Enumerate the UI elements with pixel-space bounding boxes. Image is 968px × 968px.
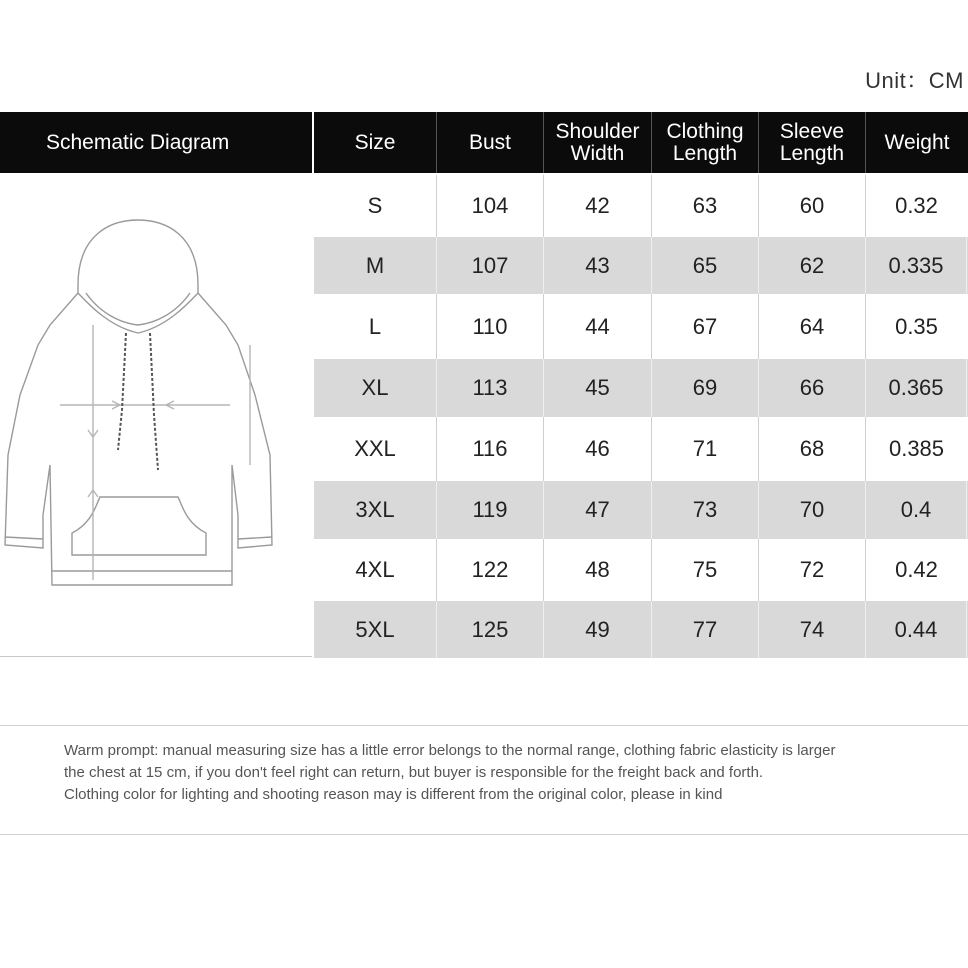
cell-weight: 0.32 [895,193,938,218]
cell-bust: 107 [437,237,544,294]
cell-sleeve-length: 72 [759,539,866,601]
right-drawstring [150,333,158,470]
warm-prompt-notes [0,725,968,835]
column-header-shoulder-width: Shoulder Width [544,112,652,173]
cell-size: M [314,237,437,294]
cell-size: S [314,175,437,237]
cell-shoulder-width: 46 [544,417,652,481]
cell-sleeve-length: 70 [759,481,866,539]
cell-sleeve-length: 68 [759,417,866,481]
cell-shoulder-width: 42 [544,175,652,237]
column-header-bust: Bust [437,112,544,173]
cell-clothing-length: 71 [652,417,759,481]
cell-weight: 0.44 [866,601,967,658]
cell-weight: 0.365 [866,359,967,417]
hood-outline [78,220,198,333]
cell-clothing-length: 69 [652,359,759,417]
cell-shoulder-width: 43 [544,237,652,294]
cell-bust: 113 [437,359,544,417]
cell-sleeve-length: 66 [759,359,866,417]
table-row [314,601,968,658]
cell-size: XXL [314,417,437,481]
cell-size: XL [314,359,437,417]
left-drawstring [118,333,126,450]
table-row [314,175,968,237]
cell-bust: 125 [437,601,544,658]
cell-bust: 119 [437,481,544,539]
table-row [314,359,968,417]
pocket-outline [72,497,206,555]
cell-clothing-length: 77 [652,601,759,658]
note-line: Clothing color for lighting and shooting reason may is different from the original color, please in kind [64,786,723,803]
cell-shoulder-width: 44 [544,294,652,359]
column-header-size: Size [314,112,437,173]
table-row [314,417,968,481]
column-header-sleeve-length: Sleeve Length [759,112,866,173]
cell-weight: 0.42 [895,557,938,582]
body-outline [5,293,272,585]
note-line: Warm prompt: manual measuring size has a little error belongs to the normal range, clothing fabric elasticity is larger [64,742,836,759]
cell-size: 3XL [314,481,437,539]
cell-clothing-length: 67 [652,294,759,359]
cell-shoulder-width: 48 [544,539,652,601]
column-header-clothing-length: Clothing Length [652,112,759,173]
column-header-weight: Weight [884,130,950,154]
unit-label: Unit：CM [865,68,964,93]
hood-opening [86,293,190,325]
cell-sleeve-length: 62 [759,237,866,294]
cell-weight: 0.35 [895,313,938,339]
cell-sleeve-length: 64 [759,294,866,359]
table-row [314,237,968,294]
cell-bust: 122 [437,539,544,601]
hoodie-diagram [0,215,290,595]
cell-size: 4XL [314,539,437,601]
cell-clothing-length: 65 [652,237,759,294]
cell-sleeve-length: 74 [759,601,866,658]
cell-clothing-length: 63 [652,175,759,237]
cell-weight: 0.4 [866,481,967,539]
size-table-body [314,175,968,658]
note-line: the chest at 15 cm, if you don't feel right can return, but buyer is responsible for the freight back and forth. [64,764,764,781]
cell-weight: 0.385 [888,436,945,461]
cell-weight: 0.335 [866,237,967,294]
cell-bust: 116 [437,417,544,481]
cell-size: 5XL [314,601,437,658]
cell-shoulder-width: 47 [544,481,652,539]
cell-bust: 110 [437,294,544,359]
cell-clothing-length: 73 [652,481,759,539]
cell-sleeve-length: 60 [759,175,866,237]
cell-shoulder-width: 49 [544,601,652,658]
cell-size: L [314,294,437,359]
table-row [314,294,968,359]
table-row [314,481,968,539]
size-table-header [314,112,968,173]
cell-clothing-length: 75 [652,539,759,601]
cell-bust: 104 [437,175,544,237]
cell-shoulder-width: 45 [544,359,652,417]
table-row [314,539,968,601]
schematic-diagram-header: Schematic Diagram [0,112,312,173]
